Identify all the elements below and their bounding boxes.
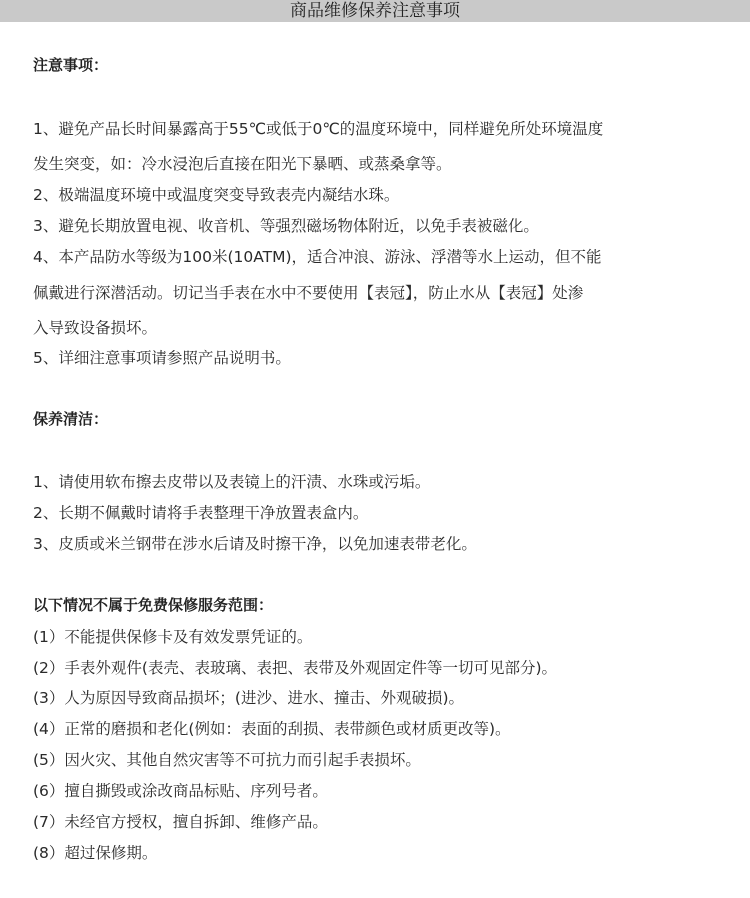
- notes-line: 3、避免长期放置电视、收音机、等强烈磁场物体附近，以免手表被磁化。: [33, 217, 539, 235]
- notes-line: 2、极端温度环境中或温度突变导致表壳内凝结水珠。: [33, 186, 400, 204]
- exclusions-section-title: 以下情况不属于免费保修服务范围：: [33, 596, 274, 614]
- care-line: 1、请使用软布擦去皮带以及表镜上的汗渍、水珠或污垢。: [33, 473, 431, 491]
- notes-line: 佩戴进行深潜活动。切记当手表在水中不要使用【表冠】，防止水从【表冠】处渗: [33, 284, 584, 302]
- care-line: 3、皮质或米兰钢带在涉水后请及时擦干净，以免加速表带老化。: [33, 535, 477, 553]
- notes-line: 1、避免产品长时间暴露高于55℃或低于0℃的温度环境中，同样避免所处环境温度: [33, 120, 604, 138]
- notes-line: 入导致设备损坏。: [33, 319, 158, 337]
- notes-line: 5、详细注意事项请参照产品说明书。: [33, 349, 291, 367]
- exclusions-line: (4）正常的磨损和老化(例如：表面的刮损、表带颜色或材质更改等)。: [33, 720, 511, 738]
- exclusions-line: (7）未经官方授权，擅自拆卸、维修产品。: [33, 813, 328, 831]
- notes-line: 发生突变，如：冷水浸泡后直接在阳光下暴晒、或蒸桑拿等。: [33, 155, 452, 173]
- exclusions-line: (2）手表外观件(表壳、表玻璃、表把、表带及外观固定件等一切可见部分)。: [33, 659, 558, 677]
- page-title: 商品维修保养注意事项: [290, 1, 460, 21]
- page-header: [0, 0, 750, 22]
- care-line: 2、长期不佩戴时请将手表整理干净放置表盒内。: [33, 504, 369, 522]
- exclusions-line: (8）超过保修期。: [33, 844, 158, 862]
- exclusions-line: (3）人为原因导致商品损坏；(进沙、进水、撞击、外观破损)。: [33, 689, 465, 707]
- notes-line: 4、本产品防水等级为100米(10ATM)，适合冲浪、游泳、浮潜等水上运动，但不能: [33, 248, 602, 266]
- notes-section-title: 注意事项：: [33, 56, 109, 74]
- exclusions-line: (1）不能提供保修卡及有效发票凭证的。: [33, 628, 313, 646]
- exclusions-line: (6）擅自撕毁或涂改商品标贴、序列号者。: [33, 782, 328, 800]
- exclusions-line: (5）因火灾、其他自然灾害等不可抗力而引起手表损坏。: [33, 751, 421, 769]
- care-section-title: 保养清洁：: [33, 410, 109, 428]
